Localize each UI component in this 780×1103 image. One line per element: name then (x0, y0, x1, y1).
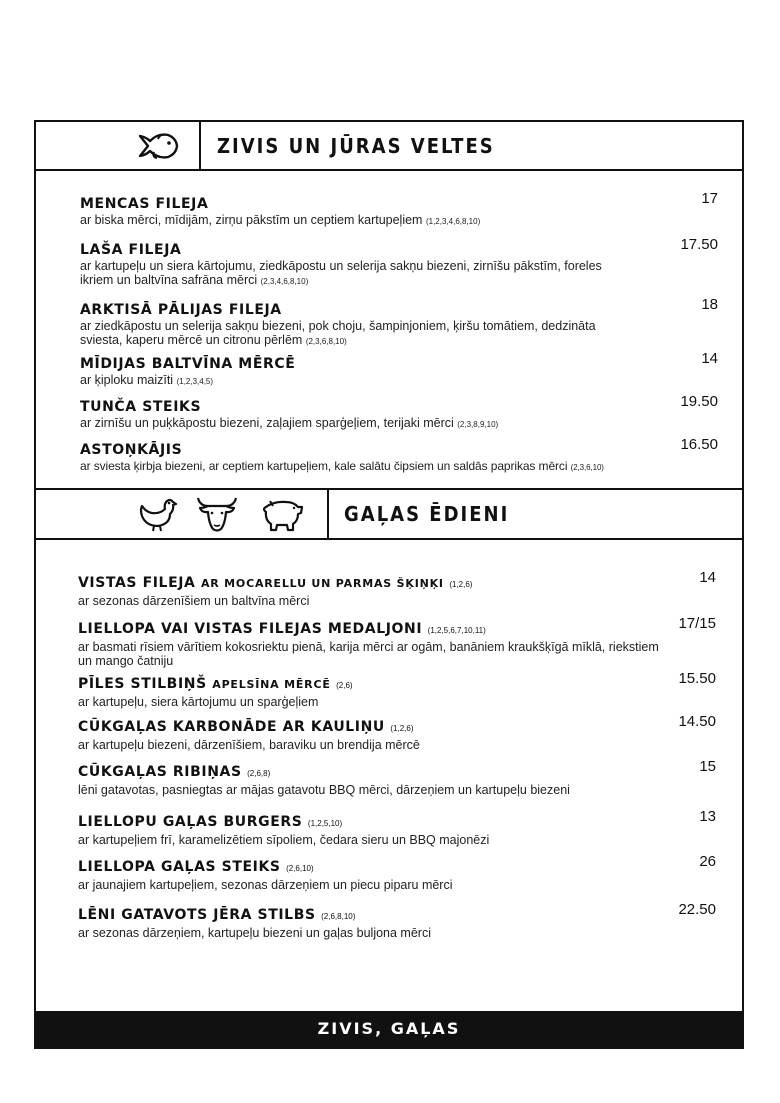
header-divider (199, 122, 201, 169)
footer-banner: ZIVIS, GAĻAS (36, 1011, 742, 1047)
item-description: lēni gatavotas, pasniegtas ar mājas gatavotu BBQ mērci, dārzeņiem un kartupeļu biezeni (78, 783, 570, 797)
menu-item (80, 190, 718, 229)
item-description: ar kartupeļu un siera kārtojumu, ziedkāpostu un selerija sakņu biezeni, zirnīšu pākstīm, foreles ikriem un baltvīna safrāna mērci (2,3,4,6,8,10) (80, 259, 602, 287)
item-price: 13 (699, 808, 716, 825)
item-price: 17/15 (678, 615, 716, 632)
menu-item (80, 350, 718, 389)
item-price: 14 (701, 350, 718, 367)
menu-item (78, 901, 718, 940)
header-rule (36, 169, 742, 171)
item-name: TUNČA STEIKS (80, 399, 202, 415)
item-price: 17 (701, 190, 718, 207)
fish-icon (136, 130, 180, 167)
menu-item (78, 615, 718, 668)
item-price: 22.50 (678, 901, 716, 918)
item-name: PĪLES STILBIŅŠ APELSĪNA MĒRCĒ (2,6) (78, 676, 353, 692)
item-price: 14 (699, 569, 716, 586)
pig-icon (260, 497, 304, 538)
item-price: 18 (701, 296, 718, 313)
item-price: 17.50 (680, 236, 718, 253)
item-description: ar kartupeļu biezeni, dārzenīšiem, baraviku un brendija mērcē (78, 738, 420, 752)
item-price: 16.50 (680, 436, 718, 453)
item-name: MENCAS FILEJA (80, 196, 209, 212)
bull-icon (194, 494, 240, 539)
item-name: LIELLOPA VAI VISTAS FILEJAS MEDALJONI (1,2,5,6,7,10,11) (78, 621, 486, 637)
item-price: 15 (699, 758, 716, 775)
header-rule (36, 538, 742, 540)
chicken-icon (138, 496, 178, 537)
item-name: CŪKGAĻAS KARBONĀDE AR KAULIŅU (1,2,6) (78, 719, 414, 735)
item-name: ASTOŅKĀJIS (80, 442, 183, 458)
header-divider (327, 488, 329, 538)
menu-item (78, 670, 718, 709)
item-description: ar ķiploku maizīti (1,2,3,4,5) (80, 373, 214, 387)
item-description: ar sezonas dārzeņiem, kartupeļu biezeni un gaļas buljona mērci (78, 926, 431, 940)
item-description: ar jaunajiem kartupeļiem, sezonas dārzeņiem un piecu piparu mērci (78, 878, 453, 892)
meat-section-title: GAĻAS ĒDIENI (344, 502, 510, 526)
item-name: LIELLOPA GAĻAS STEIKS (2,6,10) (78, 859, 314, 875)
item-description: ar kartupeļu, siera kārtojumu un sparģeļiem (78, 695, 319, 709)
item-name: LIELLOPU GAĻAS BURGERS (1,2,5,10) (78, 814, 343, 830)
menu-item (80, 436, 718, 475)
menu-item (78, 808, 718, 847)
menu-item (78, 758, 718, 797)
item-price: 15.50 (678, 670, 716, 687)
item-description: ar kartupeļiem frī, karamelizētiem sīpoliem, čedara sieru un BBQ majonēzi (78, 833, 490, 847)
section-rule (36, 488, 742, 490)
menu-item (78, 853, 718, 892)
item-price: 14.50 (678, 713, 716, 730)
item-price: 26 (699, 853, 716, 870)
item-description: ar sviesta ķirbja biezeni, ar ceptiem kartupeļiem, kale salātu čipsiem un saldās paprikas mērci (2,3,6,10) (80, 459, 604, 473)
item-price: 19.50 (680, 393, 718, 410)
fish-section-title: ZIVIS UN JŪRAS VELTES (217, 134, 495, 158)
item-name: LAŠA FILEJA (80, 242, 182, 258)
menu-item (80, 393, 718, 432)
item-name: MĪDIJAS BALTVĪNA MĒRCĒ (80, 356, 296, 372)
menu-frame (34, 120, 744, 1049)
menu-item (78, 713, 718, 752)
item-description: ar zirnīšu un puķkāpostu biezeni, zaļajiem sparģeļiem, terijaki mērci (2,3,8,9,10) (80, 416, 499, 430)
item-description: ar biska mērci, mīdijām, zirņu pākstīm un ceptiem kartupeļiem (1,2,3,4,6,8,10) (80, 213, 481, 227)
item-name: ARKTISĀ PĀLIJAS FILEJA (80, 302, 282, 318)
item-description: ar basmati rīsiem vārītiem kokosriektu pienā, karija mērci ar ogām, banāniem kraukšķīgā mīklā, riekstiem un mango čatniju (78, 640, 659, 668)
item-name: CŪKGAĻAS RIBIŅAS (2,6,8) (78, 764, 271, 780)
menu-item (78, 569, 718, 608)
item-name: LĒNI GATAVOTS JĒRA STILBS (2,6,8,10) (78, 907, 356, 923)
item-description: ar sezonas dārzenīšiem un baltvīna mērci (78, 594, 310, 608)
menu-item (80, 296, 718, 349)
item-name: VISTAS FILEJA AR MOCARELLU UN PARMAS ŠĶIŅĶI (1,2,6) (78, 575, 473, 591)
item-description: ar ziedkāpostu un selerija sakņu biezeni, pok choju, šampinjoniem, ķiršu tomātiem, dedzināta sviesta, kaperu mērcē un citronu pērlēm (2,3,6,8,10) (80, 319, 596, 347)
menu-item (80, 236, 718, 289)
